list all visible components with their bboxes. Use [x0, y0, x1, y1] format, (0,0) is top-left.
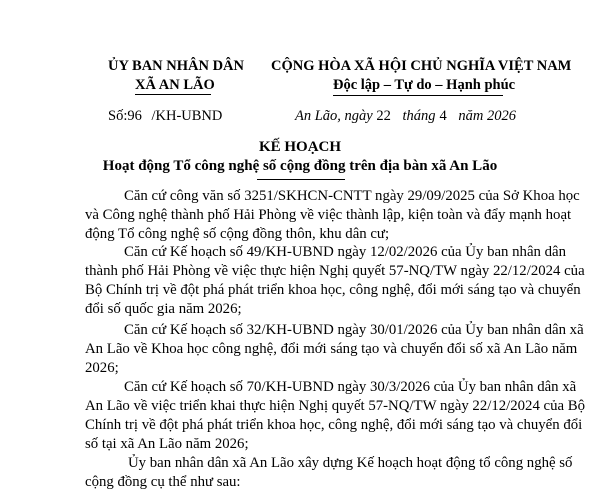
body-line-12: An Lão về việc triển khai thực hiện Nghị quyết 57-NQ/TW ngày 22/12/2024 của Bộ: [85, 398, 586, 414]
body-line-4: Căn cứ Kế hoạch số 49/KH-UBND ngày 12/02/2026 của Ủy ban nhân dân: [124, 244, 566, 260]
body-line-15: Ủy ban nhân dân xã An Lão xây dựng Kế hoạch hoạt động tổ công nghệ số: [128, 455, 573, 471]
body-line-1: Căn cứ công văn số 3251/SKHCN-CNTT ngày 29/09/2025 của Sở Khoa học: [124, 188, 580, 204]
commune-name: XÃ AN LÃO: [135, 77, 215, 93]
motto-underline: [333, 95, 503, 96]
place-date: [295, 108, 516, 125]
body-line-5: thành phố Hải Phòng về việc thực hiện Nghị quyết 57-NQ/TW ngày 22/12/2024 của: [85, 263, 585, 279]
document-title: KẾ HOẠCH: [258, 139, 342, 155]
subtitle-underline: [257, 179, 345, 180]
agency-name: ỦY BAN NHÂN DÂN: [108, 58, 245, 74]
body-line-16: cộng đồng cụ thể như sau:: [85, 474, 241, 490]
body-line-8: Căn cứ Kế hoạch số 32/KH-UBND ngày 30/01/2026 của Ủy ban nhân dân xã: [124, 322, 584, 338]
place-date-prefix: An Lão, ngày: [295, 108, 373, 124]
document-number: [108, 108, 222, 125]
month-value: 4: [439, 108, 447, 124]
body-line-3: động Tổ công nghệ số cộng đồng thôn, khu dân cư;: [85, 226, 390, 242]
document-subtitle: Hoạt động Tổ công nghệ số cộng đồng trên địa bàn xã An Lão: [102, 158, 498, 174]
body-line-13: Chính trị về đột phá phát triển khoa học, công nghệ, đổi mới sáng tạo và chuyển đổi: [85, 417, 583, 433]
body-line-11: Căn cứ Kế hoạch số 70/KH-UBND ngày 30/3/2026 của Ủy ban nhân dân xã: [124, 379, 577, 395]
body-line-6: Bộ Chính trị về đột phá phát triển khoa học, công nghệ, đổi mới sáng tạo và chuyển: [85, 282, 581, 298]
so-number: 96: [127, 108, 142, 124]
national-motto: Độc lập – Tự do – Hạnh phúc: [333, 77, 516, 93]
commune-underline: [135, 94, 211, 95]
month-label: tháng: [402, 108, 436, 124]
body-line-10: 2026;: [85, 360, 119, 376]
body-line-2: và Công nghệ thành phố Hải Phòng về việc thành lập, kiện toàn và đẩy mạnh hoạt: [85, 207, 572, 223]
so-label: Số:: [108, 108, 128, 124]
national-title: CỘNG HÒA XÃ HỘI CHỦ NGHĨA VIỆT NAM: [271, 58, 572, 74]
so-suffix: /KH-UBND: [151, 108, 223, 124]
day-value: 22: [376, 108, 391, 124]
year-label: năm 2026: [458, 108, 516, 124]
body-line-7: đổi số quốc gia năm 2026;: [85, 301, 242, 317]
body-line-9: An Lão về Khoa học công nghệ, đổi mới sáng tạo và chuyển đổi số xã An Lão năm: [85, 341, 578, 357]
body-line-14: số tại xã An Lão năm 2026;: [85, 436, 249, 452]
